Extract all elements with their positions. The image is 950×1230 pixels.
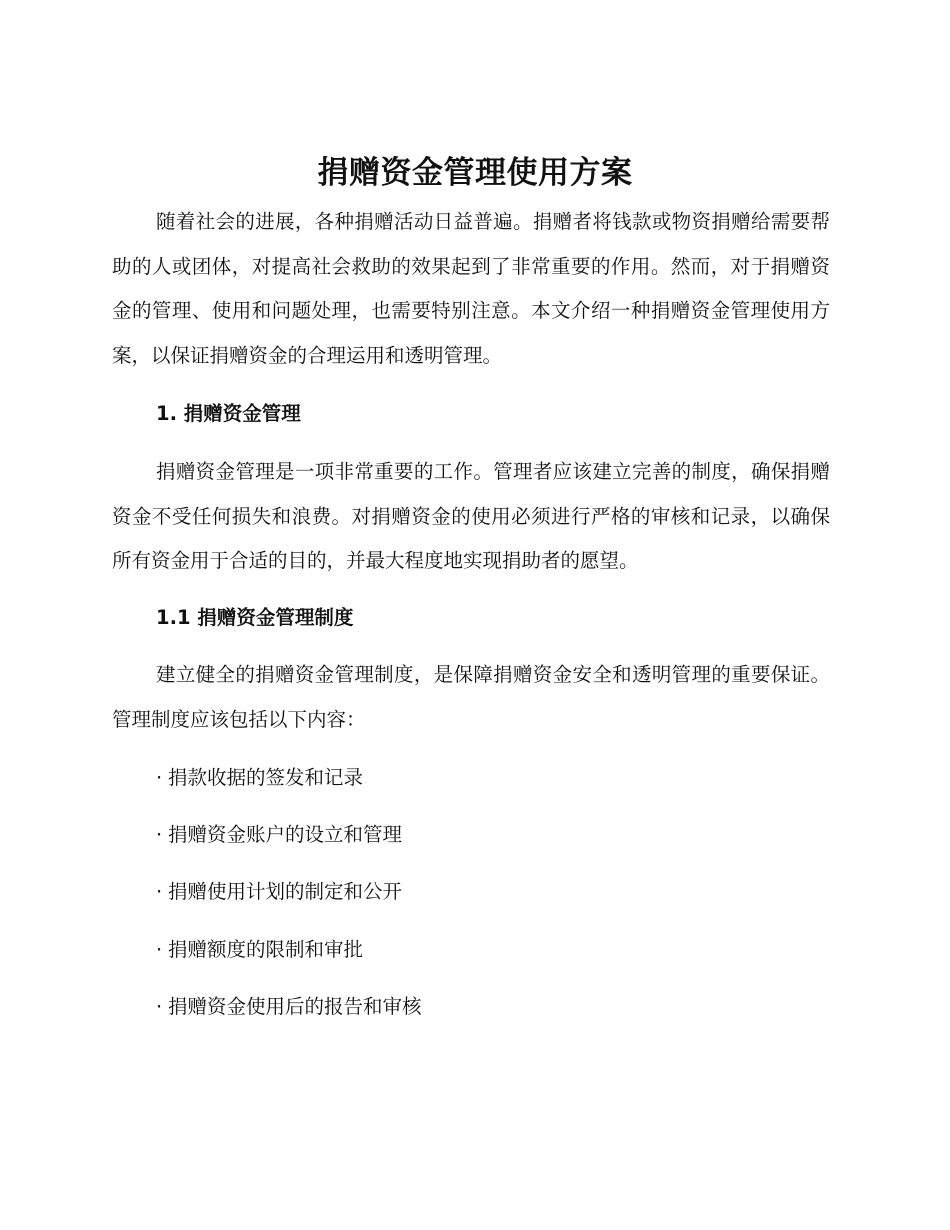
list-item-text: 捐款收据的签发和记录 <box>168 766 364 789</box>
list-item <box>156 820 402 850</box>
bullet-dot: · <box>156 766 163 789</box>
intro-paragraph: 随着社会的进展，各种捐赠活动日益普遍。捐赠者将钱款或物资捐赠给需要帮助的人或团体，对提高社会救助的效果起到了非常重要的作用。然而，对于捐赠资金的管理、使用和问题处理，也需要特别注意。本文介绍一种捐赠资金管理使用方案，以保证捐赠资金的合理运用和透明管理。 <box>112 210 830 367</box>
bullet-dot: · <box>156 938 163 961</box>
list-item-text: 捐赠资金使用后的报告和审核 <box>168 995 422 1018</box>
list-item <box>156 763 363 793</box>
section-1-heading: 1. 捐赠资金管理 <box>156 402 301 425</box>
list-item <box>156 935 363 965</box>
section-1-1-paragraph: 建立健全的捐赠资金管理制度，是保障捐赠资金安全和透明管理的重要保证。管理制度应该包括以下内容： <box>112 663 830 731</box>
list-item-text: 捐赠资金账户的设立和管理 <box>168 823 403 846</box>
document-title: 捐赠资金管理使用方案 <box>317 155 633 191</box>
bullet-dot: · <box>156 880 163 903</box>
list-item-text: 捐赠使用计划的制定和公开 <box>168 880 403 903</box>
bullet-dot: · <box>156 995 163 1018</box>
section-1-1-heading: 1.1 捐赠资金管理制度 <box>156 606 354 629</box>
section-1-paragraph: 捐赠资金管理是一项非常重要的工作。管理者应该建立完善的制度，确保捐赠资金不受任何损失和浪费。对捐赠资金的使用必须进行严格的审核和记录，以确保所有资金用于合适的目的，并最大程度地实现捐助者的愿望。 <box>112 460 830 572</box>
list-item <box>156 877 402 907</box>
bullet-dot: · <box>156 823 163 846</box>
list-item <box>156 992 422 1022</box>
list-item-text: 捐赠额度的限制和审批 <box>168 938 364 961</box>
